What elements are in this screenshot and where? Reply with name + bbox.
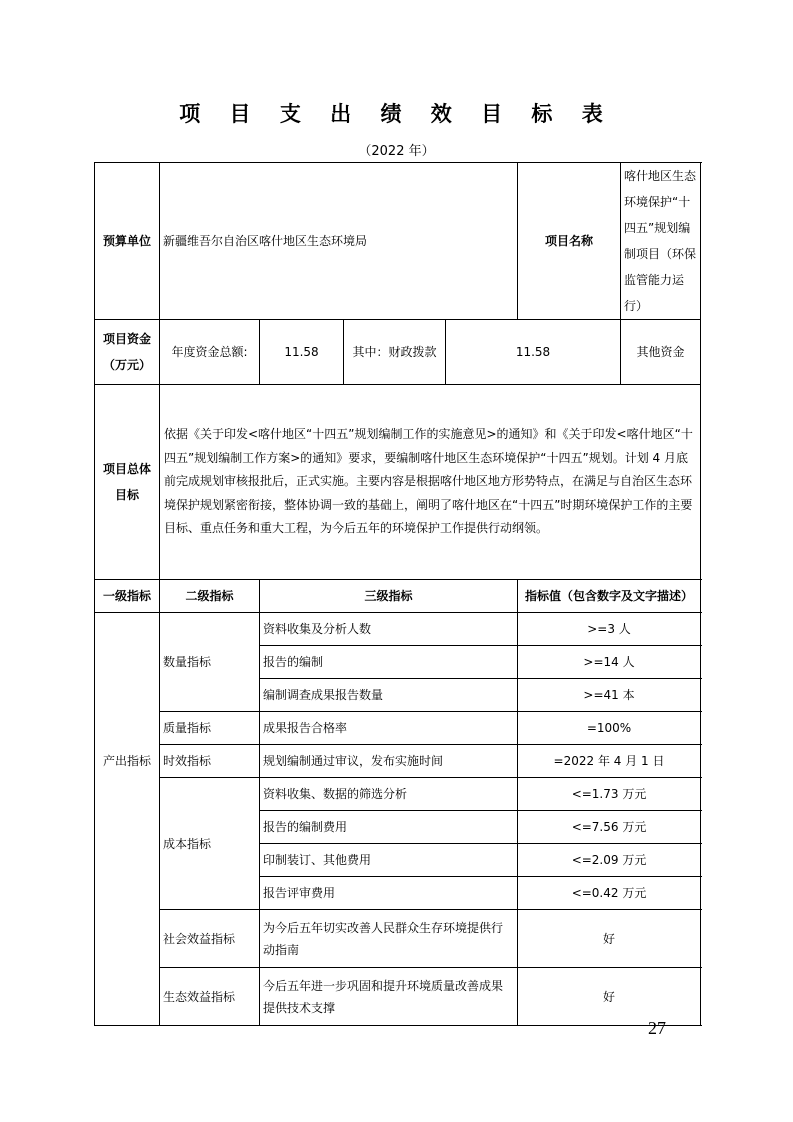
value-cell: =100% [518,712,701,745]
indicator-cell: 报告的编制 [260,646,518,679]
other-funds-label: 其他资金 [621,320,701,385]
group-quantity: 数量指标 [160,613,260,712]
value-cell: >=41 本 [518,679,701,712]
value-cell: 好 [518,968,701,1026]
indicator-cell: 资料收集及分析人数 [260,613,518,646]
indicator-cell: 资料收集、数据的筛选分析 [260,778,518,811]
value-cell: <=0.42 万元 [518,877,701,910]
value-cell: 好 [518,910,701,968]
goal-text: 依据《关于印发<喀什地区“十四五”规划编制工作的实施意见>的通知》和《关于印发<喀什地区“十四五”规划编制工作方案>的通知》要求，要编制喀什地区生态环境保护“十四五”规划。计划 4 月底前完成规划审核报批后，正式实施。主要内容是根据喀什地区地方形势特点，在满足与自治区生态环境保护规划紧密衔接，整体协调一致的基础上，阐明了喀什地区在“十四五”时期环境保护工作的主要目标、重点任务和重大工程，为今后五年的环境保护工作提供行动纲领。 [160,385,701,580]
indicator-cell: 报告评审费用 [260,877,518,910]
value-cell: <=1.73 万元 [518,778,701,811]
fiscal-label: 其中：财政拨款 [344,320,446,385]
group-social: 社会效益指标 [160,910,260,968]
funds-label: 项目资金（万元） [95,320,160,385]
indicator-cell: 成果报告合格率 [260,712,518,745]
value-cell: >=3 人 [518,613,701,646]
annual-total-value: 11.58 [260,320,344,385]
project-name-label: 项目名称 [518,163,621,320]
indicator-cell: 为今后五年切实改善人民群众生存环境提供行动指南 [260,910,518,968]
group-cost: 成本指标 [160,778,260,910]
indicator-cell: 印制装订、其他费用 [260,844,518,877]
performance-target-table [94,162,701,1026]
value-cell: =2022 年 4 月 1 日 [518,745,701,778]
indicator-cell: 今后五年进一步巩固和提升环境质量改善成果提供技术支撑 [260,968,518,1026]
group-timeliness: 时效指标 [160,745,260,778]
group-ecological: 生态效益指标 [160,968,260,1026]
header-level1: 一级指标 [95,580,160,613]
year-label: （2022 年） [358,144,435,159]
level1-output: 产出指标 [95,613,160,910]
value-cell: <=2.09 万元 [518,844,701,877]
project-name-value: 喀什地区生态环境保护“十四五”规划编制项目（环保监管能力运行） [621,163,701,320]
budget-unit-value: 新疆维吾尔自治区喀什地区生态环境局 [160,163,518,320]
budget-unit-label: 预算单位 [95,163,160,320]
page-number: 27 [648,1018,666,1038]
level1-blank [95,968,160,1026]
value-cell: >=14 人 [518,646,701,679]
value-cell: <=7.56 万元 [518,811,701,844]
header-level2: 二级指标 [160,580,260,613]
header-value: 指标值（包含数字及文字描述） [518,580,701,613]
fiscal-value: 11.58 [446,320,621,385]
goal-label: 项目总体目标 [95,385,160,580]
annual-total-label: 年度资金总额: [160,320,260,385]
group-quality: 质量指标 [160,712,260,745]
header-level3: 三级指标 [260,580,518,613]
page-title: 项 目 支 出 绩 效 目 标 表 [179,102,614,126]
level1-blank [95,910,160,968]
indicator-cell: 报告的编制费用 [260,811,518,844]
indicator-cell: 编制调查成果报告数量 [260,679,518,712]
indicator-cell: 规划编制通过审议，发布实施时间 [260,745,518,778]
